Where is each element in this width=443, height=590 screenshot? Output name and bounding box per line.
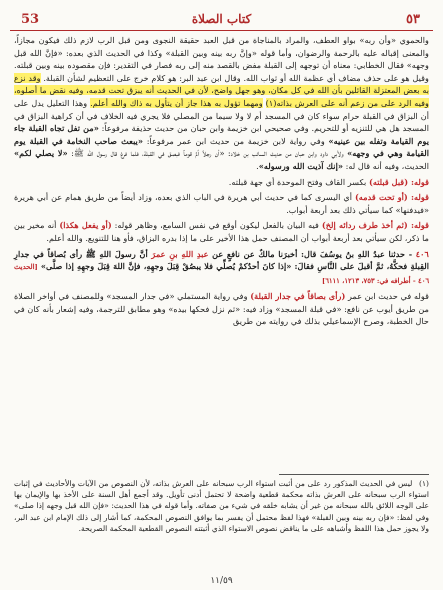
page-number-arabic: ٥٣ xyxy=(406,11,420,27)
hadith-tracks: [الحديث ٤٠٦ - أطرافه في: ٧٥٣، ١٢١٣، ٦١١١] xyxy=(14,263,429,285)
note-paragraph-3: قوله: (ثم أخذ طرف ردائه إلخ) فيه البيان بالفعل ليكون أوقع في نفس السامع، وظاهر قوله: (أو يفعل هكذا) أنه مخير بين ما ذكر، لكن سيأتي بعد أربعة أبواب أن المصنف حمل هذا الأخير على ما إذا بدره البزاق، فأو هنا للتنويع. والله أعلم. xyxy=(14,220,430,243)
hadith-quote: «لا يصلي لكم» xyxy=(14,148,68,159)
footnote-mark: (١) xyxy=(418,479,430,488)
page-footer: ١١/٥٩ xyxy=(210,576,233,586)
narrator-name: عبدِ اللهِ بنِ عمرَ xyxy=(151,248,209,259)
footnote-text: ليس في الحديث المذكور رد على من أثبت استواء الرب سبحانه على العرش بذاته، لأن النصوص من الآيات والأحاديث في إثبات استواء الرب سبحانه على العرش بذاته محكمة قطعية واضحة لا تحتمل أدنى تأويل. وقد أجمع أهل السنة على الأخذ بها والإيمان بها على الوجه اللائق بالله سبحانه من غير أن يشابه خلقه في شيء من صفاته. وأما قوله في هذا الحديث: «فإن الله قبل وجهه إذا صلى» وفي لفظ: «فإن ربه بينه وبين القبلة» فهذا لفظ محتمل أن يفسر بما يوافق النصوص المحكمة، كما أشار إلى ذلك الإمام ابن عبد البر، ولا يجوز حمل هذا اللفظ وأشباهه على ما يناقض نصوص الاستواء الذي أثبتته النصوص القطعية المحكمة الصريحة. xyxy=(14,479,429,533)
note-label: قوله: (ثم أخذ طرف ردائه إلخ) xyxy=(321,220,430,231)
hadith-paragraph: ٤٠٦ - حدثنا عبدُ اللهِ بنُ يوسُفَ قال: أخبرَنا مالكٌ عن نافعٍ عن عبدِ اللهِ بنِ عمرَ أنَّ رسولَ اللهِ ﷺ رأى بُصاقاً في جدارِ القِبلةِ فحكَّهُ، ثمَّ أقبلَ على النَّاسِ فقالَ: «إذا كانَ أحدُكمْ يُصلِّي فلا يبصُقْ قِبَلَ وجهِهِ، فإنَّ اللهَ قِبَلَ وجهِهِ إذا صلَّى» [الحديث ٤٠٦ - أطرافه في: ٧٥٣، ١٢١٣، ٦١١١] xyxy=(14,248,429,285)
note-label: قوله: (قبل قبلته) xyxy=(368,176,429,187)
note-label: (رأى بصاقاً في جدار القبلة) xyxy=(250,291,346,302)
highlighted-text-tail: ومهما تؤول به هذا جاز أن يتأول به ذاك والله أعلم. xyxy=(90,97,263,108)
highlighted-text: وقد نزع به بعض المعتزلة القائلين بأن الله في كل مكان، وهو جهل واضح، لأن في الحديث أنه يبزق تحت قدمه، وفيه نقض ما أصلوه، وفيه الرد على من زعم أنه على العرش بذاته xyxy=(14,72,429,108)
commentary-paragraph-1: والحموي «وأن ربه» بواو العطف، والمراد بالمناجاة من قبل العبد حقيقة النجوى ومن قبل الرب لازم ذلك فيكون مجازاً، والمعنى إقباله عليه بالرحمة والرضوان، وأما قوله «وإنَّ ربه بينه وبين القبلة» وكذا في الحديث الذي بعده: «فإنَّ الله قبل وجهه» فقال الخطابي: معناه أن توجهه إلى القبلة مفض بالقصد منه إلى ربه فصار في التقدير: فإن مقصوده بينه وبين قبلته. وقيل هو على حذف مضاف أي عظمة الله أو ثواب الله. وقال ابن عبد البر: هو كلام خرج على التعظيم لشأن القبلة. وقد نزع به بعض المعتزلة القائلين بأن الله في كل مكان، وهو جهل واضح، لأن في الحديث أنه يبزق تحت قدمه، وفيه نقض ما أصلوه، وفيه الرد على من زعم أنه على العرش بذاته(١) ومهما تؤول به هذا جاز أن يتأول به ذاك والله أعلم. وهذا التعليل يدل على أن البزاق في القبلة حرام سواء كان في المسجد أم لا ولا سيما من المصلي فلا يجري فيه الخلاف في أن كراهية البزاق في المسجد هل هي للتنزيه أو للتحريم. وفي صحيحي ابن خزيمة وابن حبان من حديث حذيفة مرفوعاً: «من تفل تجاه القبلة جاء يوم القيامة وتفله بين عينيه» وفي رواية لابن خزيمة من حديث ابن عمر مرفوعاً: «يبعث صاحب النخامة في القبلة يوم القيامة وهي في وجهه» ولأبي داود وابن حبان من حديث السائب بن خلاد: «أن رجلاً أمَّ قوماً فبصق في القبلة، فلما فرغ قال رسول الله ﷺ: «لا يصلي لكم» الحديث، وفيه أنه قال له: «إنك آذيت الله ورسوله». xyxy=(14,35,430,171)
footnote-reference[interactable]: (١) xyxy=(265,97,277,108)
note-label: قوله: (أو تحت قدمه) xyxy=(354,192,429,203)
note-paragraph-1: قوله: (قبل قبلته) بكسر القاف وفتح الموحدة أي جهة قبلته. xyxy=(228,176,429,187)
commentary-paragraph-2: قوله في حديث ابن عمر (رأى بصاقاً في جدار القبلة) وفي رواية المستملي «في جدار المسجد» وللمصنف في أواخر الصلاة من طريق أيوب عن نافع: «في قبلة المسجد» وزاد فيه: «ثم نزل فحكها بيده» وهو مطابق للترجمة، وفيه إشعار بأنه كان في حال الخطبة، وصرح الإسماعيلي بذلك في روايته من طريق xyxy=(14,291,429,327)
footnotes xyxy=(14,478,429,534)
page-number-latin: 53 xyxy=(20,11,40,27)
note-paragraph-2: قوله: (أو تحت قدمه) أي اليسرى كما في حديث أبي هريرة في الباب الذي بعده، وزاد أيضاً من طريق همام عن أبي هريرة «فيدفنها» كما سيأتي ذلك بعد أربعة أبواب. xyxy=(14,192,429,215)
hadith-quote: «من تفل تجاه القبلة جاء يوم القيامة وتفله بين عينيه» xyxy=(14,123,429,146)
main-text xyxy=(14,34,429,331)
footnote-divider xyxy=(279,474,429,475)
page-header xyxy=(10,8,433,31)
hadith-quote: «إنك آذيت الله ورسوله» xyxy=(258,160,343,171)
note-label: (أو يفعل هكذا) xyxy=(59,220,112,231)
hadith-quote: «يبعث صاحب النخامة في القبلة يوم القيامة وهي في وجهه» xyxy=(14,135,430,159)
hadith-number: ٤٠٦ xyxy=(415,248,429,259)
chapter-title: كتاب الصلاة xyxy=(191,12,252,26)
hadith-saying: «إذا كانَ أحدُكمْ يُصلِّي فلا يبصُقْ قِبَلَ وجهِهِ، فإنَّ اللهَ قِبَلَ وجهِهِ إذا صلَّى» xyxy=(40,261,292,272)
